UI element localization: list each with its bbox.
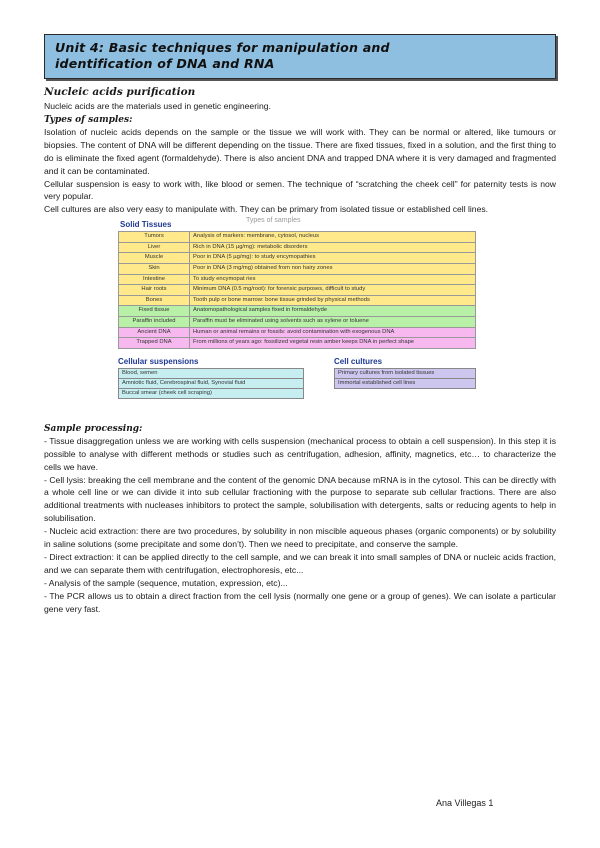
sample-types-figure [118, 217, 476, 399]
document-page [44, 34, 556, 615]
cellular-suspensions-table [118, 368, 304, 399]
tissue-type: Tumors [119, 232, 190, 243]
tissue-description: Poor in DNA (5 µg/mg): to study encymopathies [190, 253, 476, 264]
cellular-suspension-cell: Buccal smear (cheek cell scraping) [119, 388, 304, 398]
subheading-sample-processing: Sample processing: [44, 423, 143, 434]
tissue-description: Analysis of markers: membrane, cytosol, nucleus [190, 232, 476, 243]
unit-title-line-2: identification of DNA and RNA [55, 56, 275, 71]
cellular-suspensions-heading: Cellular suspensions [118, 356, 199, 366]
tissue-row [119, 327, 476, 338]
paragraph-isolation: Isolation of nucleic acids depends on the sample or the tissue we will work with. They can be normal or altered, like tumours or biopsies. The content of DNA will be different depending on the tissue. There are fixed tissues, fixed in a solution, and the first thing to do is eliminate the fixed agent (formaldehyde). There is also ancient DNA and trapped DNA where it is very damaged and fragmented and it can be contaminated. [44, 126, 556, 176]
tissue-description: Rich in DNA (15 µg/mg): metabolic disorders [190, 242, 476, 253]
processing-step: - Cell lysis: breaking the cell membrane and the content of the genomic DNA because mRNA is in the cytosol. This can be directly with a whole cell line or we can divide it into sub cellular fractioning with the purpose to separate sub cellular fractions. There are also additional treatments with nucleases inhibitors to protect the sample, solubilisation with detergents, salts or reducing agents to help in solubilisation. [44, 474, 556, 524]
section-heading-purification: Nucleic acids purification [44, 86, 196, 98]
tissue-description: Paraffin must be eliminated using solvents such as xylene or toluene [190, 317, 476, 328]
tissue-row [119, 274, 476, 285]
tissue-type: Bones [119, 295, 190, 306]
tissue-row [119, 242, 476, 253]
paragraph-cellular-suspension: Cellular suspension is easy to work with, like blood or semen. The technique of “scratching the cheek cell” for paternity tests is now very popular. [44, 178, 556, 202]
tissue-description: From millions of years ago: fossilized vegetal resin amber keeps DNA in perfect shape [190, 338, 476, 349]
tissue-type: Trapped DNA [119, 338, 190, 349]
tissue-description: Anatomopathological samples fixed in formaldehyde [190, 306, 476, 317]
cellular-suspensions-block [118, 357, 304, 399]
tissue-type: Ancient DNA [119, 327, 190, 338]
intro-paragraph: Nucleic acids are the materials used in genetic engineering. [44, 101, 271, 111]
tissue-row [119, 317, 476, 328]
tissue-description: Tooth pulp or bone marrow: bone tissue grinded by physical methods [190, 295, 476, 306]
sample-processing-section [44, 423, 556, 616]
cell-culture-row [335, 368, 476, 378]
cell-culture-cell: Immortal established cell lines [335, 378, 476, 388]
unit-title-box [44, 34, 556, 79]
cellular-suspension-cell: Blood, semen [119, 368, 304, 378]
page-footer: Ana Villegas 1 [436, 798, 494, 808]
unit-title-line-1: Unit 4: Basic techniques for manipulation and [55, 40, 390, 55]
processing-step: - The PCR allows us to obtain a direct fraction from the cell lysis (normally one gene or a group of genes). We can isolate a particular gene very fast. [44, 590, 556, 614]
tissue-description: Poor in DNA (3 mg/mg) obtained from non hairy zones [190, 264, 476, 275]
tissue-row [119, 338, 476, 349]
cell-cultures-block [334, 357, 476, 399]
tissue-description: To study encymopat ries [190, 274, 476, 285]
solid-tissues-heading: Solid Tissues [120, 220, 172, 230]
solid-tissues-table [118, 231, 476, 349]
tissue-type: Skin [119, 264, 190, 275]
cellular-suspension-row [119, 368, 304, 378]
tissue-type: Paraffin included [119, 317, 190, 328]
processing-step: - Direct extraction: it can be applied directly to the cell sample, and we can break it into small samples of DNA or nucleic acids fraction, and we can separate them with centrifugation, electrophoresis, etc... [44, 551, 556, 575]
tissue-row [119, 295, 476, 306]
tissue-row [119, 232, 476, 243]
cellular-suspension-row [119, 378, 304, 388]
tissue-type: Intestine [119, 274, 190, 285]
subheading-types-of-samples: Types of samples: [44, 114, 133, 125]
cellular-suspension-row [119, 388, 304, 398]
tissue-type: Liver [119, 242, 190, 253]
tissue-type: Muscle [119, 253, 190, 264]
cell-cultures-heading: Cell cultures [334, 356, 383, 366]
tissue-row [119, 306, 476, 317]
tissue-row [119, 253, 476, 264]
processing-step: - Tissue disaggregation unless we are working with cells suspension (mechanical process to obtain a cell suspension). In this step it is possible to analyse with different methods or studies such as centrifugation, adhesion, affinity, magnetics, etc… to characterize the cells we have. [44, 435, 556, 472]
cellular-suspension-cell: Amniotic fluid, Cerebrospinal fluid, Synovial fluid [119, 378, 304, 388]
processing-step: - Analysis of the sample (sequence, mutation, expression, etc)... [44, 577, 288, 588]
tissue-description: Minimum DNA (0.5 mg/root): for forensic purposes, difficult to study [190, 285, 476, 296]
tissue-description: Human or animal remains or fossils: avoid contamination with exogenous DNA [190, 327, 476, 338]
figure-caption: Types of samples [246, 217, 301, 225]
processing-step: - Nucleic acid extraction: there are two procedures, by solubility in non miscible aqueous phases (organic components) or by solubility in saline solutions (some precipitate and some don’t). Then we need to precipitate, and conserve the sample. [44, 526, 556, 550]
tissue-row [119, 264, 476, 275]
tissue-type: Fixed tissue [119, 306, 190, 317]
cell-culture-cell: Primary cultures from isolated tissues [335, 368, 476, 378]
cell-cultures-table [334, 368, 476, 389]
tissue-type: Hair roots [119, 285, 190, 296]
tissue-row [119, 285, 476, 296]
cell-culture-row [335, 378, 476, 388]
paragraph-cell-cultures: Cell cultures are also very easy to manipulate with. They can be primary from isolated tissue or established cell lines. [44, 204, 489, 215]
